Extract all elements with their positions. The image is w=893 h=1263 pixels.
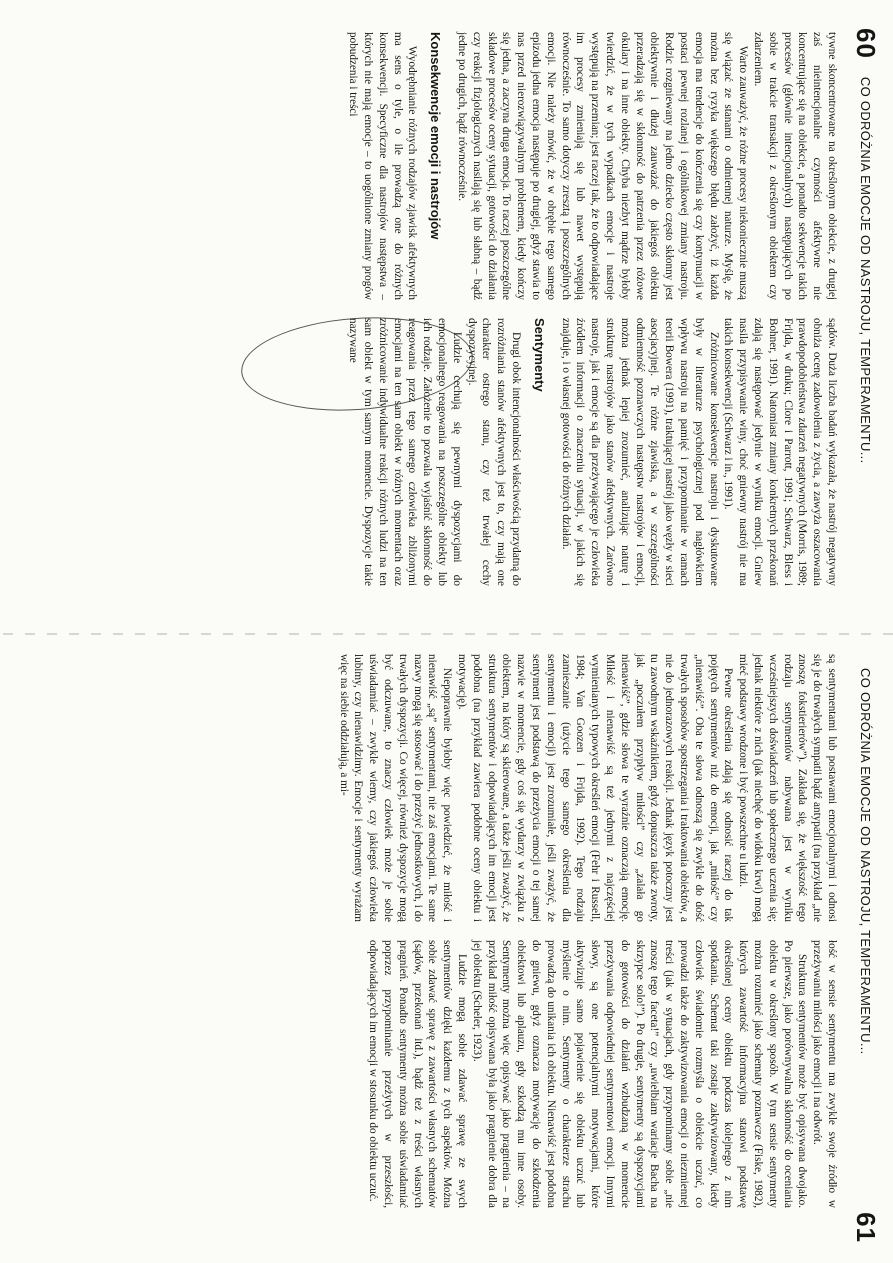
section-heading: Sentymenty <box>531 318 547 392</box>
left-page-column-1 <box>346 32 840 300</box>
right-page <box>0 640 893 1263</box>
running-head: CO ODRÓŻNIA EMOCJE OD NASTROJU, TEMPERAMENTU... <box>858 76 874 464</box>
paragraph: Wyodrębnianie różnych rodzajów zjawisk afektywnych ma sens o tyle, o ile prowadzą one do różnych konsekwencji. Specyficzne dla nastrojów następstwa – których nie mają emocje – to uogólnione zmiany progów pobudzenia i treści <box>347 32 419 300</box>
paragraph: sądów. Duża liczba badań wykazała, że nastrój negatywny obniża ocenę zadowolenia z życia, a zawyża oszacowania prawdopodobieństwa zdarzeń negatywnych (Morris, 1989; Frijda, w druku; Clore i Parrott, 1991; Schwarz, Bless i Bohner, 1991). Natomiast zmiany konkretnych przekonań zdają się następować jedynie w wyniku emocji. Gniew nasila przypisywanie winy, choć gniewny nastrój nie ma takich konsekwencji (Schwarz i in., 1991). <box>722 318 838 586</box>
section-heading: Konsekwencje emocji i nastrojów <box>428 32 444 240</box>
paragraph: Drugi obok intencjonalności właściwością przydatną do rozróżniania stanów afektywnych jest to, czy mają one charakter ostrego stanu, czy też trwałej cechy dyspozycyjnej. <box>465 318 523 586</box>
paragraph: Ludzie mogą sobie zdawać sprawę ze swych sentymentów dzięki każdemu z tych aspektów. Można sobie zdawać sprawę z zawartości własnych schematów (sądów, przekonań itd.), bądź też z treści własnych pragnień. Ponadto sentymenty można sobie uświadamiać poprzez przypominanie przeżytych w przeszłości, odpowiadających im emocji w stosunku do obiektu uczuć. <box>367 940 469 1208</box>
right-page-column-2 <box>366 940 840 1208</box>
left-page <box>0 0 893 630</box>
paragraph: Zróżnicowane konsekwencje nastroju i dyskutowane były w literaturze psychologicznej pod nagłówkiem wpływu nastroju na pamięć i przypominanie w ramach teorii Bowera (1991), traktującej nastrój jako węzły w sieci asocjacyjnej. Te różne zjawiska, a w szczególności odmienność poznawczych następstw nastrojów i emocji, można jednak lepiej zrozumieć, analizując naturę i strukturę nastrojów jako stanów afektywnych. Zarówno nastroje, jak i emocje są dla przeżywającego je człowieka źródłem informacji o znaczeniu sytuacji, w jakich się znajduje, i o własnej gotowości do różnych działań. <box>559 318 720 586</box>
paragraph: Warto zauważyć, że różne procesy niekoniecznie muszą się wiązać ze stanami o odmiennej naturze. Myślę, że można bez ryzyka większego błędu założyć, iż każda emocja ma tendencje do kończenia się czy kontynuacji w postaci pewnej rozlanej i ogólnikowej zmiany nastroju. Rodzic rozgniewany na jedno dziecko często skłonny jest obiektywnie i dłużej zauważać do jakiegoś obiektu przeradzają się w skłonność do patrzenia przez różowe okulary i na inne obiekty. Chyba niezbyt mądrze byłoby twierdzić, że w tych wypadkach emocje i nastroje występują na przemian; jest raczej tak, że to odpowiadające im procesy zmieniają się lub nawet występują równocześnie. To samo dotyczy zresztą i poszczególnych emocji. Nie należy mówić, że w obrębie tego samego epizodu jedna emocja następuje po drugiej, gdyż stawia to nas przed nierozwiązywalnym problemem, kiedy kończy się jedna, a zaczyna druga emocja. To raczej poszczególne składowe procesów oceny sytuacji, gotowości do działania czy reakcji fizjologicznych nasilają się lub słabną – bądź jedne po drugich, bądź równocześnie. <box>456 32 750 300</box>
paragraph: łość w sensie sentymentu ma zwykle swoje źródło w przeżywaniu miłości jako emocji i na odwrót. <box>811 940 838 1208</box>
paragraph: Struktura sentymentów może być opisywana dwojako. Po pierwsze, jako porównywalna skłonność do oceniania obiektu w określony sposób. W tym sensie sentymenty można rozumieć jako schematy poznawcze (Fiske, 1982), których zawartość informacyjna stanowi podstawę określonej oceny obiektu podczas kolejnego z nim spotkania. Schemat taki zostaje zaktywizowany, kiedy człowiek świadomie rozmyśla o obiekcie uczuć, co prowadzi także do zaktywizowania emocji o niezmiennej treści (jak w sytuacjach, gdy przypominamy sobie „nie znoszę tego faceta!” czy „uwielbiam wariacje Bacha na skrzypce solo!”). Po drugie, sentymenty są dyspozycjami do gotowości do działań wzbudzaną w momencie przeżywania odpowiedniej sentymentowi emocji. Innymi słowy, są one potencjalnymi motywacjami, które aktywizuje samo pojawienie się obiektu uczuć lub myślenie o nim. Sentymenty o charakterze strachu prowadzą do unikania ich obiektu. Nienawiść jest podobna do gniewu, gdyż oznacza motywację do szkodzenia obiektowi lub aplauzu, gdy szkodzą mu inne osoby. Sentymenty można więc opisywać jako pragnienia – na przykład miłość opisywana była jako pragnienie dobra dla jej obiektu (Scheler, 1923). <box>470 940 809 1208</box>
paragraph: Pewne określenia zdają się odnosić raczej do tak pojętych sentymentów niż do emocji, jak „miłość” czy „nienawiść”. Oba te słowa odnoszą się zwykle do dość trwałych sposobów spostrzegania i traktowania obiektów, a nie do jednorazowych reakcji. Jednak język potoczny jest tu zawodnym wskaźnikiem, gdyż dopuszcza także zwroty, jak „poczułem przypływ miłości” czy „zalała go nienawiść”, gdzie słowa te wyraźnie oznaczają emocję. Miłość i nienawiść są też jednymi z najczęściej wymienianych typowych określeń emocji (Fehr i Russell, 1984; Van Goozen i Frijda, 1992). Tego rodzaju zamieszanie (użycie tego samego określenia dla sentymentu i emocji) jest zrozumiałe, jeśli zważyć, że sentyment jest podstawą do przeżycia emocji o tej samej nazwie w momencie, gdy coś się wydarzy w związku z obiektem, na który są skierowane, a także jeśli zważyć, że struktura sentymentów i odpowiadających im emocji jest podobna (na przykład zawiera podobne oceny obiektu i motywację). <box>456 654 735 922</box>
paragraph: tywne skoncentrowane na określonym obiekcie, z drugiej zaś nieintencjonalne czynności afektywne nie koncentrujące się na obiekcie, a ponadto sekwencje takich procesów (głównie intencjonalnych) następujących po sobie w trakcie transakcji z określonym obiektem czy zdarzeniem. <box>752 32 838 300</box>
running-head: CO ODRÓŻNIA EMOCJE OD NASTROJU, TEMPERAMENTU... <box>858 668 874 1055</box>
page-fold-shadow <box>0 633 893 635</box>
page-number: 60 <box>851 28 882 59</box>
right-page-header <box>849 668 883 1243</box>
paragraph: Niepoprawnie byłoby więc powiedzieć, że miłość i nienawiść „są” sentymentami, nie zaś emocjami. Te same nazwy mogą się stosować i do przeżyć jednostkowych, i do trwałych dyspozycji. Co więcej, również dyspozycje mogą być odczuwane, to znaczy człowiek może je sobie uświadamiać – zwykle wiemy, czy jakiegoś człowieka lubimy, czy nienawidzimy. Emocje i sentymenty wyrażam więc na siebie oddziałują, a mi- <box>337 654 454 922</box>
left-page-header <box>849 28 883 610</box>
page-number: 61 <box>851 1212 882 1243</box>
paragraph: są sentymentami lub postawami emocjonalnymi i odnosi się je do trwałych sympatii bądź antypatii (na przykład „nie znoszę fokstierierów”). Zakłada się, że większość tego rodzaju sentymentów nabywana jest w wyniku wcześniejszych doświadczeń lub społecznego uczenia się; jednak niektóre z nich (jak niechęć do widoku krwi) mogą mieć podstawy wrodzone i być powszechne u ludzi. <box>737 654 838 922</box>
paragraph: Ludzie cechują się pewnymi dyspozycjami do emocjonalnego reagowania na poszczególne obiekty lub ich rodzaje. Założenie to pozwala wyjaśnić skłonność do reagowania przez tego samego człowieka zbliżonymi emocjami na ten sam obiekt w różnych momentach oraz zróżnicowanie indywidualne reakcji różnych ludzi na ten sam obiekt w tym samym momencie. Dyspozycje takie nazywane <box>347 318 463 586</box>
right-page-column-1 <box>336 654 839 922</box>
